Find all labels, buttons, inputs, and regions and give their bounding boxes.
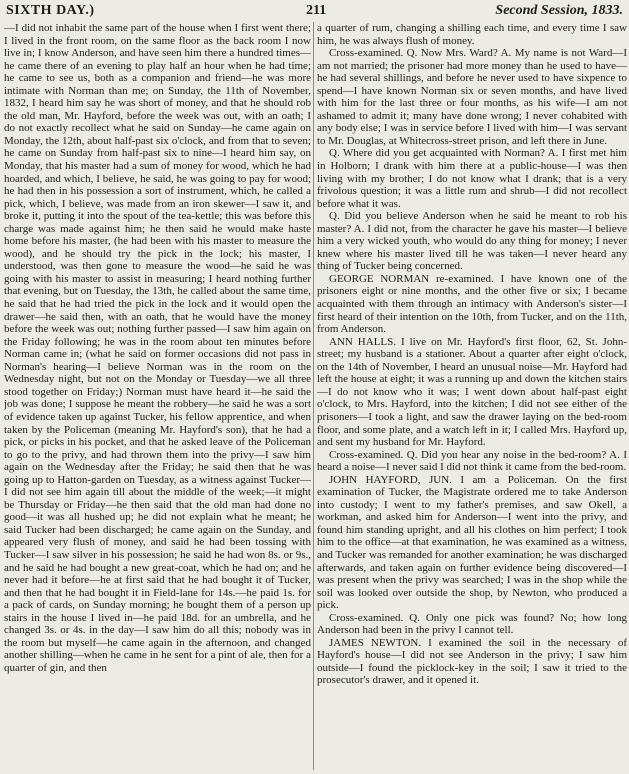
right-paragraph-1: a quarter of rum, changing a shilling each time, and every time I saw him, he was always flush of money. — [317, 22, 627, 47]
left-column — [4, 22, 311, 772]
right-paragraph-9: Cross-examined. Q. Only one pick was found? No; how long Anderson had been in the privy I cannot tell. — [317, 611, 627, 637]
right-paragraph-8: JOHN HAYFORD, JUN. I am a Policeman. On the first examination of Tucker, the Magistrate ordered me to take Anderson into custody; I went to my father's premises, and saw Okell, a workman, and asked him for Anderson—I went into the privy, and found him standing upright, and all his clothes on him perfect; I took him to the office—at that examination, he was examined as a witness, and Tucker was remanded for another examination; he was discharged afterwards, and taken again on further evidence being discovered—I was present when the privy was searched; I was in the shop while the soil was looked over outside the shop, by Newton, who produced a pick. — [317, 473, 627, 612]
header-day-label: SIXTH DAY.) — [6, 3, 95, 18]
right-paragraph-10: JAMES NEWTON. I examined the soil in the necessary of Hayford's house—I did not see Anderson in the privy; I saw him outside—I found the picklock-key in the soil; I saw it tried to the prosecutor's drawer, and it opened it. — [317, 636, 627, 687]
left-paragraph-1: —I did not inhabit the same part of the house when I first went there; I lived in the front room, on the same floor as the back room I now live in; I know Anderson, and have seen him there a hundred times—he came there of an evening to play half an hour when he had time; he came to see us, both as a companion and friend—he was more intimate with Norman than me; on Sunday, the 11th of November, 1832, I heard him say he was short of money, and that he should rob the old man, Mr. Hayford, before the week was out, with an oath; I do not exactly recollect what he said on Sunday—he came again on Monday, the 12th, about half-past six o'clock, and from that to seven; he came on Sunday from half-past six to nine—I heard him say, on Monday, that his master had a sum of money for wood, which he had hoarded, and which, I believe, he said, he was going to pay for wood; he had then in his possession a sort of instrument, which, he called a pick, which, I believe, was made from an iron skewer—I saw it, and broke it, putting it into the spout of the tea-kettle; this was before this charge was made against him; he then said he would make haste home before his master, (he had been with his master to measure the wood), and he should try the pick in the lock; his master, I understood, was then gone to measure the wood—he said he was going with his master to assist in measuring; I heard nothing further that evening, but on Tuesday, the 13th, he called about the same time, he said that he had tried the pick in the lock and it would open the drawer—he said then, with an oath, that he would have the money before the week was out; nothing further passed—I saw him again on the Friday following; he was in the room about ten minutes before Norman came in; (what he said on former occasions did not pass in Norman's hearing—I believe Norman was in the room on the Wednesday night, but not on the Monday or Tuesday—we all three stood together on Friday;) Norman must have heard it—he said the job was done; I suppose he meant the robbery—he said he was a sort of evidence taken up against Tucker, his fellow apprentice, and when taken by the Policeman (meaning Mr. Hayford's son), that he had a pick, or picks in his pocket, and that he asked leave of the Policeman to go to the privy, and had thrown them into the privy—I saw him again on the Wednesday after the Friday; he said then that he was going up to Hatton-garden on Tuesday, as a witness against Tucker—I did not see him again till about the middle of the week;—it might be Thursday or Friday—he then said that the old man had done no good—it was all hushed up; he did not explain what he meant; he said Tucker had been discharged; he came again on the Sunday, and appeared very flush of money, and said he had been tossing with Tucker—I saw silver in his possession; he said he had won 8s. or 9s., and he said he had bought a new great-coat, which he had on; and he never had it before—he at first said that he had bought it of Tucker, and then that he had bought it in Field-lane for 14s.—he paid 1s. for a pack of cards, on Sunday morning; he bought them of a person up stairs in the house I lived in—he paid 18d. for an umbrella, and he changed 3s. or 4s. in the day—I saw him do all this; nobody was in the room but myself—he came again in the afternoon, and changed another shilling—when he came in he sent for a pint of ale, then for a quarter of gin, and then — [4, 22, 311, 674]
right-paragraph-4: Q. Did you believe Anderson when he said he meant to rob his master? A. I did not, from the character he gave his master—I believe him a very wicked youth, who would do any thing for money; I never knew where his master lived till he was taken—I never heard any thing of Tucker being concerned. — [317, 210, 627, 273]
right-paragraph-6: ANN HALLS. I live on Mr. Hayford's first floor, 62, St. John-street; my husband is a stationer. About a quarter after eight o'clock, on the 14th of November, I heard an unusual noise—Mr. Hayford had left the house at eight; it was a running up and down the kitchen stairs—I do not know who it was; I went down about half-past eight o'clock, to Mrs. Hayford, into the kitchen; I did not see either of the prisoners—I took a light, and saw the drawer laying on the bed-room floor, and some plate, and a watch left in it; I called Mrs. Hayford up, and sent my husband for Mr. Hayford. — [317, 335, 627, 449]
right-paragraph-7: Cross-examined. Q. Did you hear any noise in the bed-room? A. I heard a noise—I never said I did not think it came from the bed-room. — [317, 448, 627, 474]
running-header — [6, 2, 623, 20]
column-divider — [313, 22, 314, 770]
page-number: 211 — [306, 3, 327, 18]
right-paragraph-5: GEORGE NORMAN re-examined. I have known one of the prisoners eight or nine months, and the other five or six; I became acquainted with them through an intimacy with Anderson's sister—I first heard of their intention on the 10th, from Tucker, and on the 11th, from Anderson. — [317, 272, 627, 336]
right-column — [317, 22, 627, 772]
header-session-label: Second Session, 1833. — [495, 3, 623, 18]
right-paragraph-3: Q. Where did you get acquainted with Norman? A. I first met him in Holborn; I drank with him there at a public-house—I was then living with my brother; I do not know what I drank; that is a very frivolous question; it was a little rum and shrub—I did not recollect before what it was. — [317, 147, 627, 210]
right-paragraph-2: Cross-examined. Q. Now Mrs. Ward? A. My name is not Ward—I am not married; the prisoner had more money than he used to have—he had several shillings, and before he never used to have sixpence to spend—I have known Norman six or seven months, and have lived with him for the last three or four months, as his wife—I am not ashamed to admit it; many have done wrong; I never cohabited with any body else; I was in service before I lived with him—I was servant to Mr. Douglas, at Whitecross-street prison, and left there in June. — [317, 47, 627, 147]
